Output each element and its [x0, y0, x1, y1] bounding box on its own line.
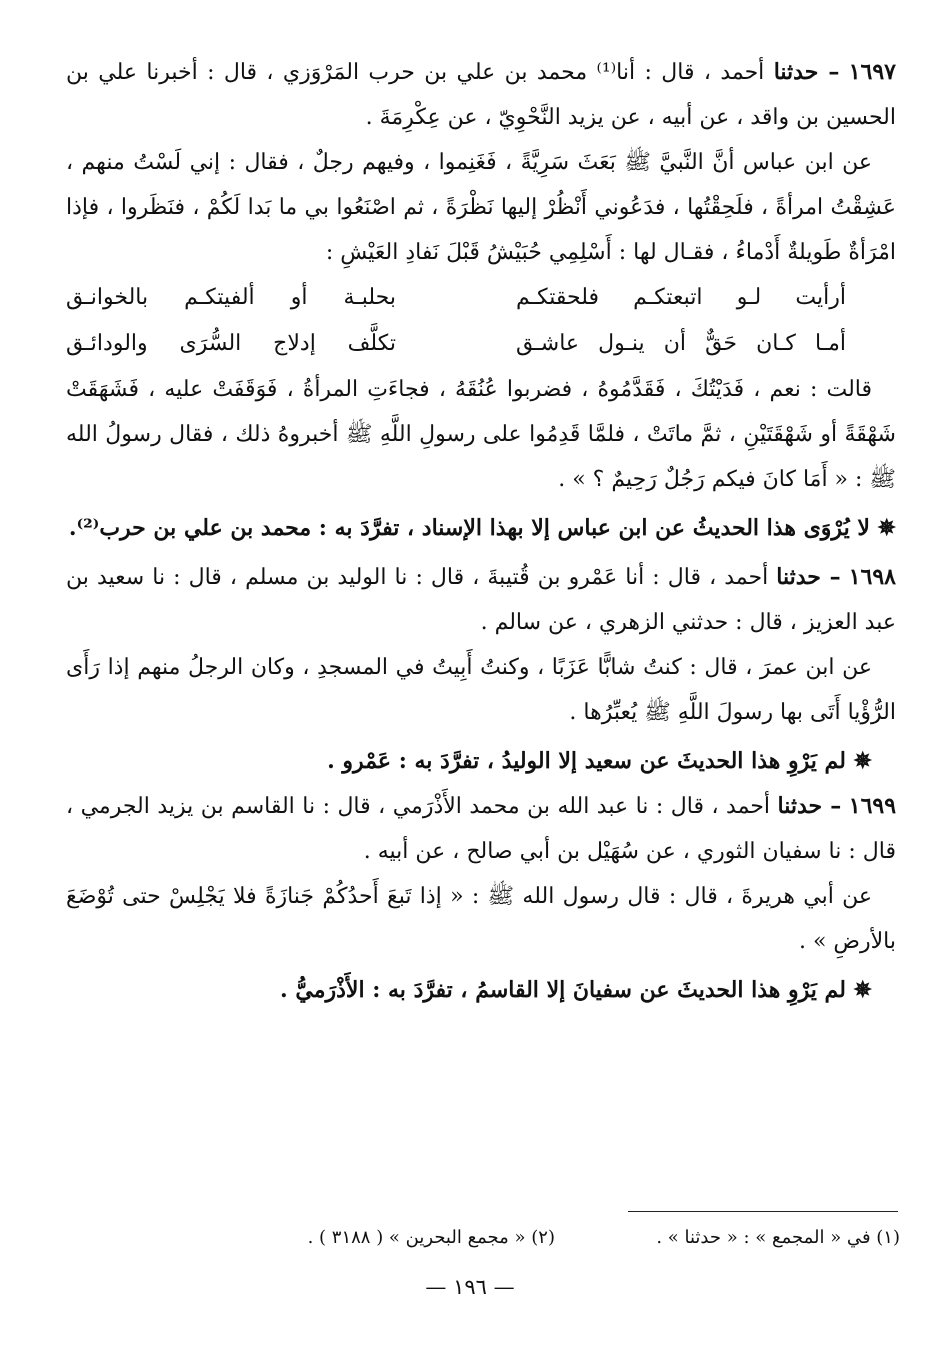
hadith-lead: – حدثنا: [773, 59, 840, 85]
hadith-number: ١٦٩٨: [848, 564, 896, 590]
footnote-1: (١) في « المجمع » : « حدثنا » .: [656, 1227, 900, 1248]
hadith-1697-note: ✵ لا يُرْوَى هذا الحديثُ عن ابن عباس إلا بهذا الإسناد ، تفرَّدَ به : محمد بن علي بن حرب⁽²⁾.: [68, 515, 896, 541]
verse-1-first-hemistich: أرأيت لـو اتبعتكـم فلحقتكـم: [516, 285, 846, 310]
hadith-1698-matn: عن ابن عمرَ ، قال : كنتُ شابًّا عَزَبًا ، وكنتُ أَبِيتُ في المسجدِ ، وكان الرجلُ منهم إذا رَأَى الرُّؤْيا أَتَى بها رسولَ اللَّهِ ﷺ يُعبِّرُها .: [66, 655, 896, 725]
hadith-1698-isnad: [66, 555, 896, 645]
page-number: — ١٩٦ —: [425, 1275, 515, 1299]
isnad-text: أحمد ، قال : نا عبد الله بن محمد الأَذْرَمي ، قال : نا القاسم بن يزيد الجرمي ، قال : نا سفيان الثوري ، عن سُهَيْل بن أبي صالح ، عن أبيه .: [66, 794, 896, 864]
hadith-lead: – حدثنا: [777, 793, 842, 819]
isnad-text: أحمد ، قال : أنا⁽¹⁾ محمد بن علي بن حرب المَرْوَزي ، قال : أخبرنا علي بن الحسين بن واقد ، عن أبيه ، عن يزيد النَّحْوِيّ ، عن عِكْرِمَةَ .: [66, 60, 896, 130]
footnote-2: (٢) « مجمع البحرين » ( ٣١٨٨ ) .: [307, 1227, 555, 1248]
hadith-1699-isnad: [66, 784, 896, 874]
verse-2-second-hemistich: تكلَّف إدلاج السُّرَى والودائـق: [66, 331, 396, 356]
hadith-1697-matn: عن ابن عباس أنَّ النَّبيَّ ﷺ بَعَثَ سَرِيَّةً ، فَغَنِموا ، وفيهم رجلٌ ، فقال : إني لَسْتُ منهم ، عَشِقْتُ امرأةً ، فلَحِقْتُها ، فدَعُوني أَنْظُرْ إليها نَظْرَةً ، ثم اصْنَعُوا بي ما بَدا لَكُمْ ، فنَظَروا ، فإذا امْرَأةٌ طَويلةٌ أَدْماءُ ، فقـال لها : أَسْلِمِي حُبَيْشُ قَبْلَ نَفادِ العَيْشِ :: [66, 150, 896, 265]
hadith-number: ١٦٩٧: [848, 59, 896, 85]
verse-1-second-hemistich: بحلبـة أو ألفيتكـم بالخوانـق: [66, 285, 396, 310]
poetry-verses: [66, 275, 896, 367]
hadith-1698-note: ✵ لم يَرْوِ هذا الحديثَ عن سعيد إلا الوليدُ ، تفرَّدَ به : عَمْرو .: [327, 748, 872, 774]
hadith-lead: – حدثنا: [776, 564, 841, 590]
verse-2-first-hemistich: أمـا كـان حَقٌّ أن ينـول عاشـق: [516, 331, 846, 356]
hadith-1699-note: ✵ لم يَرْوِ هذا الحديثَ عن سفيانَ إلا القاسمُ ، تفرَّدَ به : الأَذْرَميُّ .: [280, 977, 872, 1003]
hadith-1697-matn-continued: قالت : نعم ، فَدَيْتُكَ ، فَقَدَّمُوهُ ، فضربوا عُنُقَهُ ، فجاءَتِ المرأةُ ، فَوَقَفَتْ عليه ، فَشَهَقَتْ شَهْقَةً أو شَهْقَتَيْنِ ، ثمَّ ماتَتْ ، فلمَّا قَدِمُوا على رسولِ اللَّهِ ﷺ أخبروهُ ذلك ، فقال رسولُ الله ﷺ : « أَمَا كانَ فيكم رَجُلٌ رَحِيمٌ ؟ » .: [66, 377, 896, 492]
hadith-1699-matn: عن أبي هريرةَ ، قال : قال رسول الله ﷺ : « إذا تَبعَ أَحدُكُمْ جَنازَةً فلا يَجْلِسْ حتى تُوْضَعَ بالأرضِ » .: [66, 884, 896, 954]
main-text: [66, 50, 896, 1013]
hadith-1697-isnad: [66, 50, 896, 140]
isnad-text: أحمد ، قال : أنا عَمْرو بن قُتيبةَ ، قال : نا الوليد بن مسلم ، قال : نا سعيد بن عبد العزيز ، قال : حدثني الزهري ، عن سالم .: [66, 565, 896, 635]
hadith-number: ١٦٩٩: [848, 793, 897, 819]
footnote-divider: [628, 1211, 898, 1212]
